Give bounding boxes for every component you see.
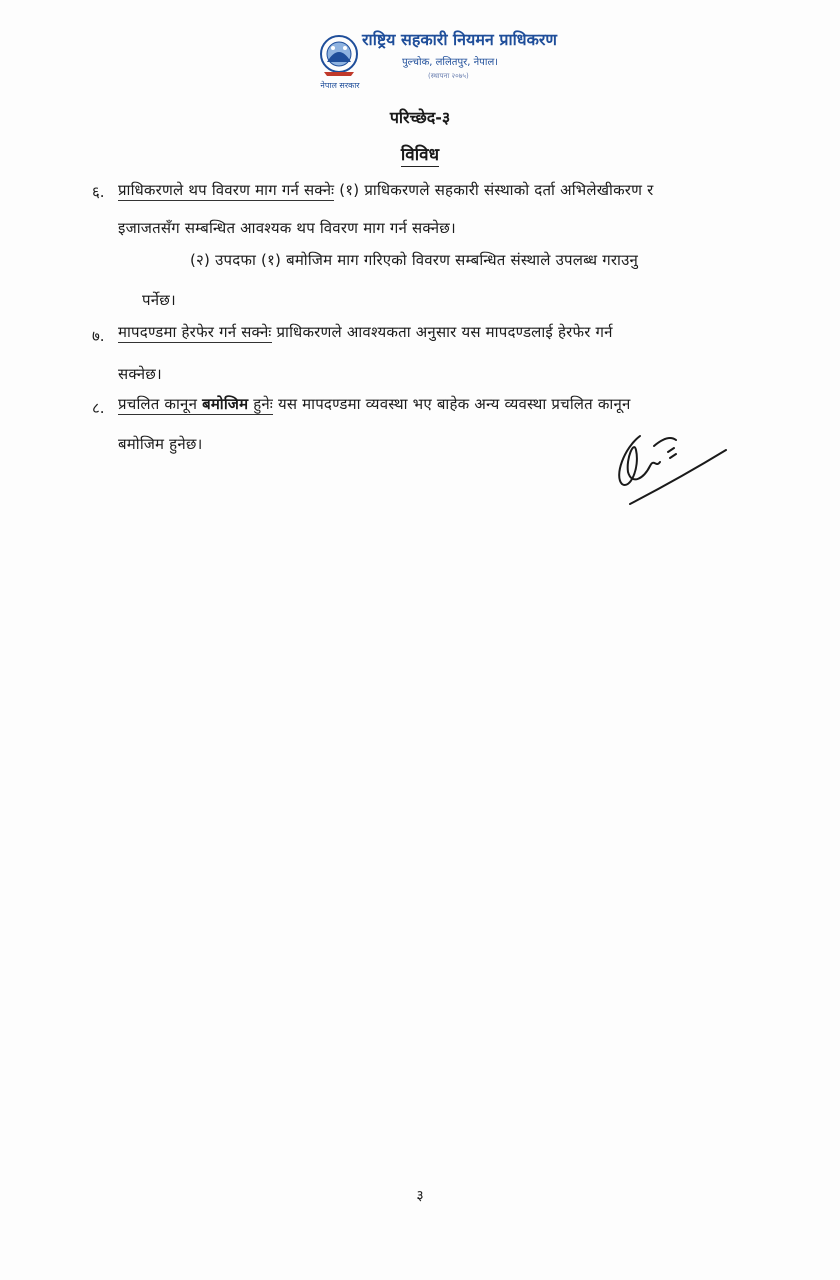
clause-text: प्राधिकरणले आवश्यकता अनुसार यस मापदण्डलाई हेरफेर गर्न	[276, 323, 613, 341]
clause-text: (२) उपदफा (१) बमोजिम माग गरिएको विवरण सम्बन्धित संस्थाले उपलब्ध गराउनु	[190, 251, 639, 269]
signature-icon	[610, 428, 730, 510]
organization-address: पुल्चोक, ललितपुर, नेपाल।	[402, 57, 499, 68]
clause-title-suffix: हुनेः	[248, 395, 273, 413]
clause-text: सक्नेछ।	[118, 365, 162, 383]
clause-text: (१) प्राधिकरणले सहकारी संस्थाको दर्ता अभिलेखीकरण र	[339, 181, 654, 199]
clause-line	[118, 322, 613, 342]
clause-line	[118, 394, 631, 414]
section-heading	[0, 142, 840, 165]
clause-number: ७.	[92, 327, 105, 345]
page-number: ३	[416, 1188, 424, 1204]
clause-title-prefix: प्रचलित कानून	[118, 395, 203, 413]
establishment-text: (स्थापना २०७५)	[428, 72, 469, 80]
clause-title	[118, 395, 273, 415]
letterhead	[318, 28, 558, 90]
clause-line	[118, 180, 654, 200]
clause-title: प्राधिकरणले थप विवरण माग गर्न सक्नेः	[118, 181, 335, 199]
clause-title: मापदण्डमा हेरफेर गर्न सक्नेः	[118, 323, 272, 341]
clause-text: बमोजिम हुनेछ।	[118, 435, 203, 453]
clause-title-bold: बमोजिम	[202, 395, 249, 413]
organization-name: राष्ट्रिय सहकारी नियमन प्राधिकरण	[362, 30, 557, 49]
clause-text: इजाजतसँग सम्बन्धित आवश्यक थप विवरण माग गर्न सक्नेछ।	[118, 219, 456, 237]
emblem-caption: नेपाल सरकार	[320, 81, 360, 90]
clause-number: ८.	[92, 399, 105, 417]
chapter-title: परिच्छेद-३	[389, 108, 451, 127]
nepal-government-emblem-icon	[318, 32, 360, 82]
clause-text: पर्नेछ।	[142, 291, 176, 309]
clause-text: यस मापदण्डमा व्यवस्था भए बाहेक अन्य व्यवस्था प्रचलित कानून	[277, 395, 631, 413]
section-heading-text: विविध	[400, 145, 440, 165]
clause-number: ६.	[92, 183, 105, 201]
